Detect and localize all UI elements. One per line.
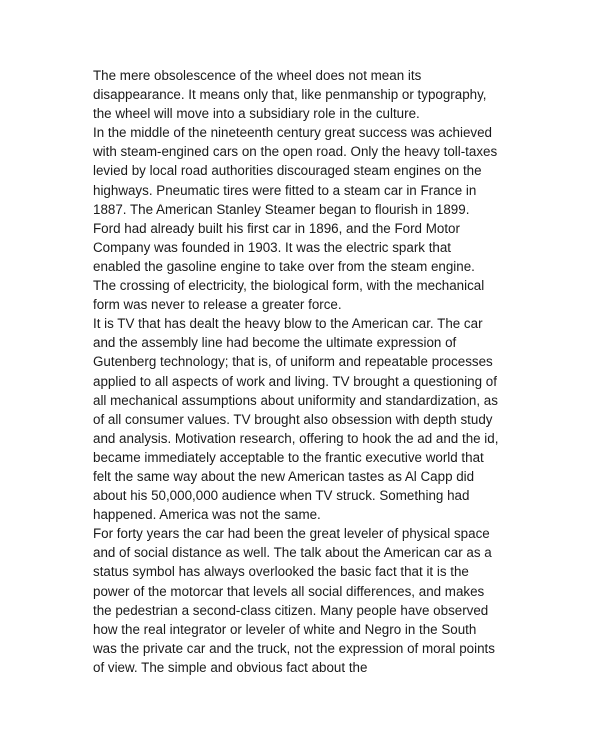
text-line: form was never to release a greater force. bbox=[93, 297, 342, 313]
text-line: applied to all aspects of work and living. TV brought a questioning of bbox=[93, 373, 497, 389]
text-line: was the private car and the truck, not the expression of moral points bbox=[93, 640, 495, 656]
text-line: The mere obsolescence of the wheel does not mean its bbox=[93, 68, 422, 83]
text-line: with steam-engined cars on the open road. Only the heavy toll-taxes bbox=[93, 144, 498, 160]
text-line: and analysis. Motivation research, offering to hook the ad and the id, bbox=[93, 430, 499, 446]
text-line: about his 50,000,000 audience when TV struck. Something had bbox=[93, 488, 470, 504]
text-line: how the real integrator or leveler of white and Negro in the South bbox=[93, 621, 477, 637]
text-line: of all consumer values. TV brought also obsession with depth study bbox=[93, 411, 493, 427]
text-line: the pedestrian a second-class citizen. Many people have observed bbox=[93, 602, 489, 618]
text-line: highways. Pneumatic tires were fitted to a steam car in France in bbox=[93, 182, 477, 198]
text-line: The crossing of electricity, the biological form, with the mechanical bbox=[93, 278, 485, 294]
text-line: levied by local road authorities discouraged steam engines on the bbox=[93, 163, 482, 179]
text-line: Company was founded in 1903. It was the electric spark that bbox=[93, 239, 452, 255]
text-line: enabled the gasoline engine to take over from the steam engine. bbox=[93, 258, 475, 274]
text-line: of view. The simple and obvious fact about the bbox=[93, 659, 368, 675]
text-line: the wheel will move into a subsidiary role in the culture. bbox=[93, 106, 420, 122]
body-text bbox=[93, 66, 523, 677]
text-line: felt the same way about the new American tastes as Al Capp did bbox=[93, 468, 475, 484]
text-line: power of the motorcar that levels all social differences, and makes bbox=[93, 583, 485, 599]
text-line: status symbol has always overlooked the basic fact that it is the bbox=[93, 564, 469, 580]
text-line: For forty years the car had been the great leveler of physical space bbox=[93, 526, 490, 542]
text-line: and of social distance as well. The talk about the American car as a bbox=[93, 545, 492, 561]
text-line: disappearance. It means only that, like penmanship or typography, bbox=[93, 87, 487, 103]
text-line: and the assembly line had become the ultimate expression of bbox=[93, 335, 457, 351]
text-line: all mechanical assumptions about uniformity and standardization, as bbox=[93, 392, 498, 408]
text-line: In the middle of the nineteenth century great success was achieved bbox=[93, 125, 492, 141]
text-line: It is TV that has dealt the heavy blow to the American car. The car bbox=[93, 316, 483, 332]
text-line: became immediately acceptable to the frantic executive world that bbox=[93, 449, 484, 465]
text-line: Gutenberg technology; that is, of uniform and repeatable processes bbox=[93, 354, 493, 370]
text-line: 1887. The American Stanley Steamer began to flourish in 1899. bbox=[93, 201, 470, 217]
text-line: Ford had already built his first car in 1896, and the Ford Motor bbox=[93, 220, 460, 236]
text-line: happened. America was not the same. bbox=[93, 507, 321, 523]
